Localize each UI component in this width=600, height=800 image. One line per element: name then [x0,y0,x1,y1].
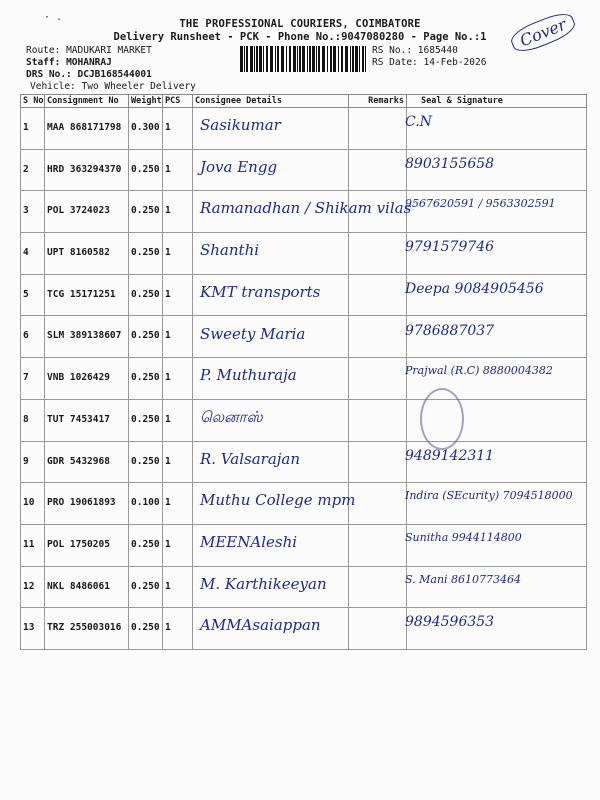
row-weight: 0.250 [129,566,163,608]
row-sno: 8 [21,399,45,441]
table-row [21,149,587,191]
row-weight: 0.100 [129,483,163,525]
row-consignment-no: SLM 389138607 [45,316,129,358]
row-pcs: 1 [163,399,193,441]
handwritten-consignee: R. Valsarajan [200,449,301,468]
row-sno: 9 [21,441,45,483]
staff-label: Staff: [26,57,61,68]
col-header-consignment: Consignment No [45,95,129,108]
row-sno: 4 [21,233,45,275]
handwritten-consignee: P. Muthuraja [200,366,297,385]
row-remarks-cell [349,441,407,483]
row-weight: 0.250 [129,608,163,650]
row-consignment-no: TRZ 255003016 [45,608,129,650]
row-remarks-cell [349,483,407,525]
row-sno: 10 [21,483,45,525]
document-subtitle: Delivery Runsheet - PCK - Phone No.:9047080280 - Page No.:1 [113,31,487,43]
vehicle-value: Two Wheeler Delivery [81,81,196,92]
row-weight: 0.250 [129,399,163,441]
handwritten-signature: 8903155658 [405,155,495,172]
row-weight: 0.300 [129,108,163,150]
col-header-signature: Seal & Signature [407,95,587,108]
row-sno: 13 [21,608,45,650]
col-header-remarks: Remarks [349,95,407,108]
row-pcs: 1 [163,358,193,400]
handwritten-signature: 9791579746 [405,239,495,256]
row-pcs: 1 [163,524,193,566]
col-header-sno: S No [21,95,45,108]
table-row [21,233,587,275]
row-pcs: 1 [163,274,193,316]
row-consignment-no: UPT 8160582 [45,233,129,275]
row-remarks-cell [349,358,407,400]
row-sno: 3 [21,191,45,233]
row-remarks-cell [349,399,407,441]
handwritten-signature: 9567620591 / 9563302591 [405,197,556,211]
table-header-row [21,95,587,108]
rs-no-label: RS No.: [372,45,413,56]
document-title: THE PROFESSIONAL COURIERS, COIMBATORE [179,18,421,30]
row-pcs: 1 [163,483,193,525]
drs-value: DCJB168544001 [77,69,152,80]
row-pcs: 1 [163,191,193,233]
row-consignment-no: MAA 868171798 [45,108,129,150]
handwritten-signature: S. Mani 8610773464 [405,572,522,586]
handwritten-signature: Sunitha 9944114800 [405,531,522,544]
handwritten-signature: 9489142311 [405,447,495,464]
row-pcs: 1 [163,149,193,191]
seal-stamp [420,388,464,450]
row-remarks-cell [349,149,407,191]
row-sno: 12 [21,566,45,608]
col-header-consignee: Consignee Details [193,95,349,108]
handwritten-signature: C.N [405,114,432,130]
row-consignment-no: GDR 5432968 [45,441,129,483]
table-row [21,441,587,483]
row-consignment-no: VNB 1026429 [45,358,129,400]
col-header-weight: Weight [129,95,163,108]
handwritten-signature: Prajwal (R.C) 8880004382 [405,364,553,378]
handwritten-consignee: Shanthi [200,241,260,260]
row-sno: 7 [21,358,45,400]
rs-no-value: 1685440 [417,45,458,56]
row-pcs: 1 [163,108,193,150]
row-consignment-no: POL 1750205 [45,524,129,566]
row-weight: 0.250 [129,358,163,400]
vehicle-label: Vehicle: [30,81,76,92]
row-pcs: 1 [163,441,193,483]
runsheet-meta-right [372,45,486,69]
barcode-image [240,46,366,72]
row-consignment-no: POL 3724023 [45,191,129,233]
row-consignment-no: NKL 8486061 [45,566,129,608]
handwritten-consignee: MEENAleshi [200,533,298,551]
row-remarks-cell [349,233,407,275]
row-weight: 0.250 [129,316,163,358]
handwritten-consignee: KMT transports [200,282,321,301]
handwritten-corner-note: Cover [508,9,579,57]
row-remarks-cell [349,608,407,650]
row-remarks-cell [349,316,407,358]
row-signature-cell [407,108,587,150]
handwritten-signature: Indira (SEcurity) 7094518000 [405,489,573,503]
scan-marks: · . [44,12,63,23]
row-weight: 0.250 [129,191,163,233]
handwritten-signature: Deepa 9084905456 [405,280,544,297]
row-weight: 0.250 [129,441,163,483]
row-sno: 1 [21,108,45,150]
row-remarks-cell [349,524,407,566]
row-consignment-no: TUT 7453417 [45,399,129,441]
handwritten-consignee: AMMAsaiappan [200,616,321,635]
handwritten-consignee: Sweety Maria [200,324,306,343]
route-value: MADUKARI MARKET [66,45,152,56]
row-sno: 5 [21,274,45,316]
rs-date-label: RS Date: [372,57,418,68]
row-sno: 11 [21,524,45,566]
row-consignment-no: TCG 15171251 [45,274,129,316]
handwritten-consignee: லெனாஸ் [200,407,263,426]
handwritten-consignee: Ramanadhan / Shikam vilas [200,199,412,218]
row-pcs: 1 [163,316,193,358]
drs-label: DRS No.: [26,69,72,80]
row-pcs: 1 [163,233,193,275]
rs-date-value: 14-Feb-2026 [423,57,487,68]
route-label: Route: [26,45,61,56]
row-sno: 2 [21,149,45,191]
row-weight: 0.250 [129,274,163,316]
table-row [21,108,587,150]
handwritten-consignee: Sasikumar [200,116,281,134]
row-sno: 6 [21,316,45,358]
row-weight: 0.250 [129,524,163,566]
row-pcs: 1 [163,566,193,608]
handwritten-consignee: Muthu College mpm [200,491,356,510]
row-pcs: 1 [163,608,193,650]
row-weight: 0.250 [129,233,163,275]
staff-value: MOHANRAJ [66,57,112,68]
row-remarks-cell [349,566,407,608]
row-remarks-cell [349,274,407,316]
handwritten-consignee: M. Karthikeeyan [200,574,327,593]
handwritten-signature: 9786887037 [405,322,495,339]
handwritten-consignee: Jova Engg [200,157,278,176]
row-remarks-cell [349,108,407,150]
handwritten-signature: 9894596353 [405,614,495,631]
runsheet-meta-left [26,45,196,93]
row-weight: 0.250 [129,149,163,191]
row-consignment-no: PRO 19061893 [45,483,129,525]
row-consignment-no: HRD 363294370 [45,149,129,191]
col-header-pcs: PCS [163,95,193,108]
table-row [21,399,587,441]
